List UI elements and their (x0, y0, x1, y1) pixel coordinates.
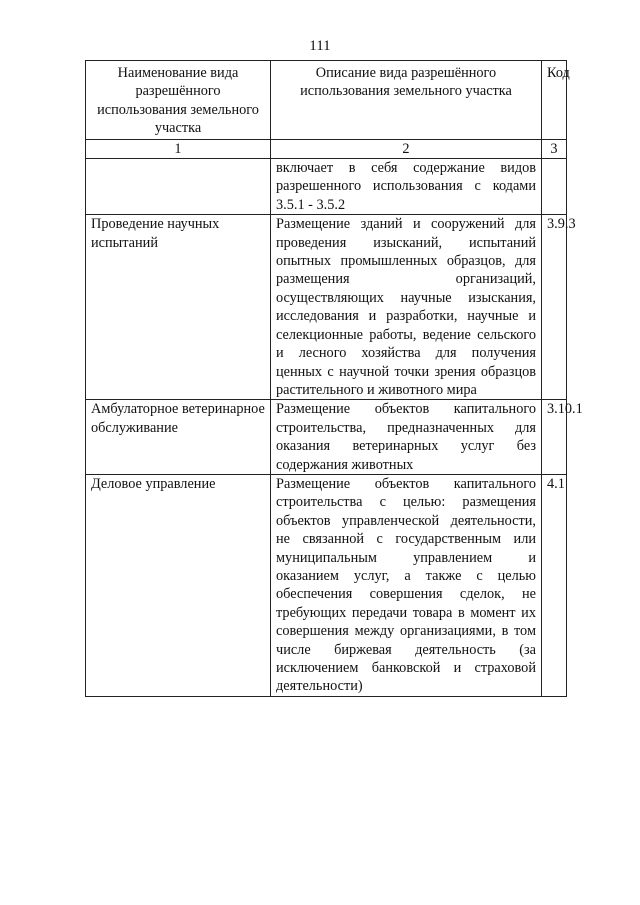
column-number-row (86, 139, 567, 158)
row-description: включает в себя содержание видов разрешенного использования с кодами 3.5.1 - 3.5.2 (271, 159, 542, 215)
row-code: 3.10.1 (542, 400, 567, 475)
land-use-table (85, 60, 583, 697)
table-row (86, 159, 567, 215)
row-description: Размещение зданий и сооружений для проведения изысканий, испытаний опытных промышленных образцов, для размещения организаций, осуществляющих научные изыскания, исследования и разработки, научные и селекционные работы, ведение сельского и лесного хозяйства для получения ценных с научной точки зрения образцов растительного и животного мира (271, 215, 542, 400)
column-number: 3 (542, 139, 567, 158)
header-description: Описание вида разрешённого использования земельного участка (271, 61, 542, 140)
header-name: Наименование вида разрешённого использования земельного участка (86, 61, 271, 140)
table-row (86, 400, 567, 475)
row-name: Амбулаторное ветеринарное обслуживание (86, 400, 271, 475)
header-code: Код (542, 61, 567, 140)
row-name: Деловое управление (86, 474, 271, 696)
row-code: 3.9.3 (542, 215, 567, 400)
table-header-row (86, 61, 567, 140)
table-row (86, 215, 567, 400)
row-code: 4.1 (542, 474, 567, 696)
row-description: Размещение объектов капитального строительства с целью: размещения объектов управленческой деятельности, не связанной с государственным или муниципальным управлением и оказанием услуг, а также с целью обеспечения совершения сделок, не требующих передачи товара в момент их совершения между организациями, в том числе биржевая деятельность (за исключением банковской и страховой деятельности) (271, 474, 542, 696)
row-code (542, 159, 567, 215)
row-description: Размещение объектов капитального строительства, предназначенных для оказания ветеринарных услуг без содержания животных (271, 400, 542, 475)
row-name: Проведение научных испытаний (86, 215, 271, 400)
row-name (86, 159, 271, 215)
column-number: 2 (271, 139, 542, 158)
page-number: 111 (309, 38, 331, 54)
table-row (86, 474, 567, 696)
column-number: 1 (86, 139, 271, 158)
